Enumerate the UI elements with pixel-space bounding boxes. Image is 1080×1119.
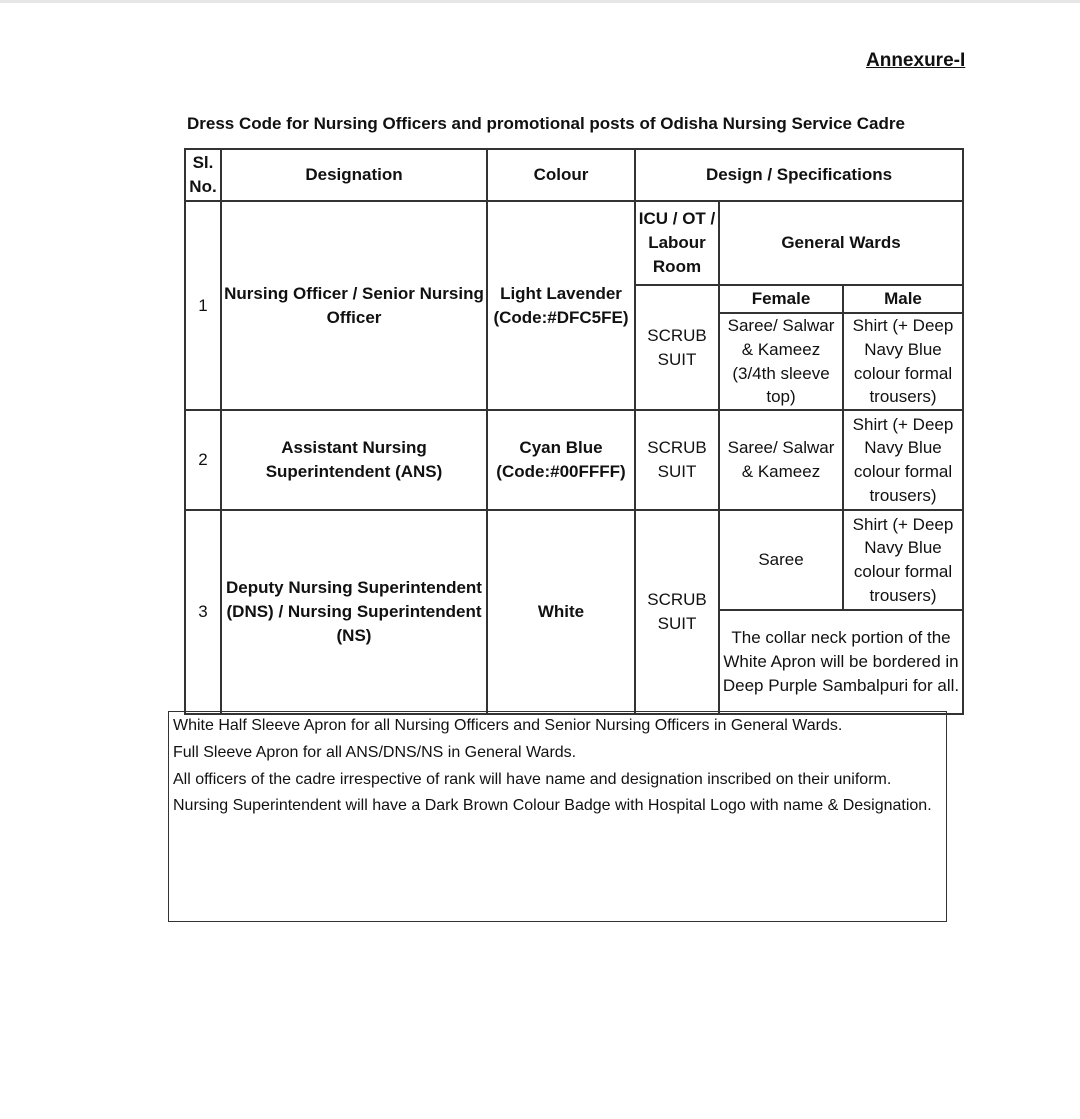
header-female: Female xyxy=(719,285,843,313)
row-2-designation: Assistant Nursing Superintendent (ANS) xyxy=(221,410,487,510)
header-icu-ot-labour-room: ICU / OT / Labour Room xyxy=(635,201,719,285)
row-3-designation: Deputy Nursing Superintendent (DNS) / Nursing Superintendent (NS) xyxy=(221,510,487,714)
scan-edge xyxy=(0,0,1080,3)
row-1-icu: SCRUB SUIT xyxy=(635,285,719,410)
row-2-male: Shirt (+ Deep Navy Blue colour formal trousers) xyxy=(843,410,963,510)
annexure-label: Annexure-I xyxy=(866,50,966,71)
table-row xyxy=(185,201,963,285)
header-general-wards: General Wards xyxy=(719,201,963,285)
notes-box xyxy=(168,711,947,922)
row-2-sl: 2 xyxy=(185,410,221,510)
row-1-sl: 1 xyxy=(185,201,221,410)
table-header-row xyxy=(185,149,963,201)
row-3-icu: SCRUB SUIT xyxy=(635,510,719,714)
dress-code-table xyxy=(184,148,964,715)
row-1-male: Shirt (+ Deep Navy Blue colour formal trousers) xyxy=(843,313,963,410)
table-row xyxy=(185,510,963,610)
header-colour: Colour xyxy=(487,149,635,201)
row-2-colour: Cyan Blue (Code:#00FFFF) xyxy=(487,410,635,510)
row-3-colour: White xyxy=(487,510,635,714)
row-3-female: Saree xyxy=(719,510,843,610)
note-badge: Nursing Superintendent will have a Dark Brown Colour Badge with Hospital Logo with name & Designation. xyxy=(173,797,932,815)
header-sl-no: Sl. No. xyxy=(185,149,221,201)
row-3-male: Shirt (+ Deep Navy Blue colour formal trousers) xyxy=(843,510,963,610)
row-2-female: Saree/ Salwar & Kameez xyxy=(719,410,843,510)
document-title: Dress Code for Nursing Officers and promotional posts of Odisha Nursing Service Cadre xyxy=(187,114,905,133)
row-1-female: Saree/ Salwar & Kameez (3/4th sleeve top) xyxy=(719,313,843,410)
note-name-designation: All officers of the cadre irrespective of rank will have name and designation inscribed on their uniform. xyxy=(173,770,892,788)
row-1-designation: Nursing Officer / Senior Nursing Officer xyxy=(221,201,487,410)
row-3-apron-note: The collar neck portion of the White Apron will be bordered in Deep Purple Sambalpuri for all. xyxy=(719,610,963,714)
table-row xyxy=(185,410,963,510)
header-designation: Designation xyxy=(221,149,487,201)
note-half-sleeve-apron: White Half Sleeve Apron for all Nursing Officers and Senior Nursing Officers in General Wards. xyxy=(173,717,843,734)
header-male: Male xyxy=(843,285,963,313)
row-3-sl: 3 xyxy=(185,510,221,714)
note-full-sleeve-apron: Full Sleeve Apron for all ANS/DNS/NS in General Wards. xyxy=(173,743,577,761)
header-design-specifications: Design / Specifications xyxy=(635,149,963,201)
row-1-colour: Light Lavender (Code:#DFC5FE) xyxy=(487,201,635,410)
row-2-icu: SCRUB SUIT xyxy=(635,410,719,510)
